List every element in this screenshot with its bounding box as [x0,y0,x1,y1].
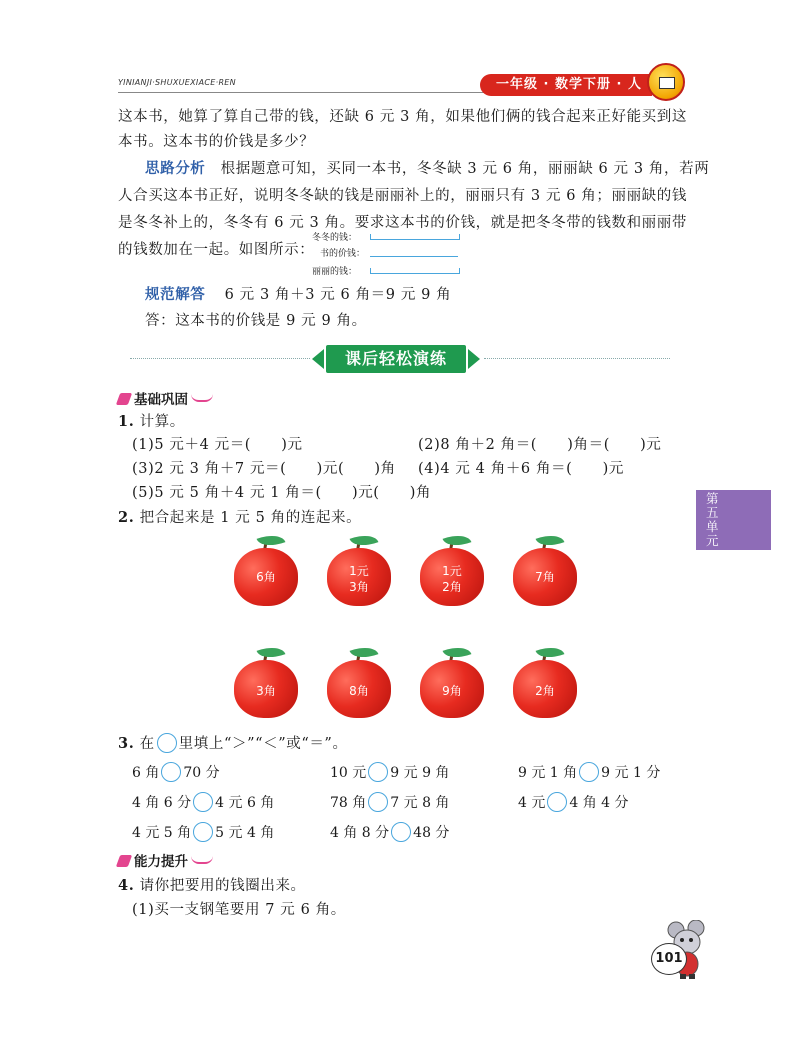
section-advanced-label: 能力提升 [134,854,188,870]
compare-circle[interactable] [193,822,213,842]
analysis-text-4: 的钱数加在一起。如图所示： [118,242,315,258]
compare-left: 10 元 [330,765,367,781]
apple-bottom-3[interactable] [420,646,484,718]
header-title: 一年级 · 数学下册 · 人 [480,74,652,96]
q1-item-1: (1)5 元＋4 元＝( )元 [132,437,303,453]
section-advanced [118,850,213,870]
book-logo-icon [647,63,685,101]
apple-label-line1: 1元 [442,564,462,578]
side-tab-char-3: 单 [706,519,719,534]
apple-bottom-4[interactable] [513,646,577,718]
compare-right: 70 分 [183,765,220,781]
compare-item [330,792,449,812]
q1-text: 计算。 [139,414,185,430]
q1-item-4: (4)4 元 4 角＋6 角＝( )元 [418,461,624,477]
q2-number: 2. [118,509,135,526]
compare-item [518,792,629,812]
apple-top-3[interactable] [420,534,484,606]
q4-number: 4. [118,877,135,894]
compare-item [132,822,274,842]
intro-line-1: 这本书，她算了算自己带的钱，还缺 6 元 3 角，如果他们俩的钱合起来正好能买到这 [118,109,687,125]
analysis-text-2: 人合买这本书正好，说明冬冬缺的钱是丽丽补上的，丽丽只有 3 元 6 角；丽丽缺的钱 [118,188,687,204]
compare-left: 4 元 5 角 [132,825,192,841]
banner-arrow-left-icon [312,349,324,369]
section-basic-label: 基础巩固 [134,392,188,408]
compare-circle[interactable] [193,792,213,812]
q3-title [118,730,348,758]
apple-label-line1: 1元 [349,564,369,578]
q2-text: 把合起来是 1 元 5 角的连起来。 [139,510,362,526]
q3-text-b: 里填上“＞”“＜”或“＝”。 [178,736,348,752]
apple-top-2[interactable] [327,534,391,606]
wave-decoration-icon [191,394,213,402]
compare-item [330,762,449,782]
q4-item-1: (1)买一支钢笔要用 7 元 6 角。 [132,902,346,918]
compare-circle[interactable] [547,792,567,812]
q1-item-5: (5)5 元 5 角＋4 元 1 角＝( )元( )角 [132,485,432,501]
solution-equation: 6 元 3 角＋3 元 6 角＝9 元 9 角 [224,287,452,303]
q2-title [118,504,361,532]
q4-title [118,872,306,900]
section-basic [118,388,213,408]
compare-right: 4 元 6 角 [215,795,275,811]
q4-text: 请你把要用的钱圈出来。 [139,878,306,894]
compare-item [132,762,220,782]
apple-top-4[interactable] [513,534,577,606]
money-diagram [300,230,470,280]
compare-circle[interactable] [161,762,181,782]
side-tab-char-2: 五 [706,505,719,520]
analysis-label: 思路分析 [145,161,206,177]
side-tab-char-4: 元 [706,533,719,548]
compare-circle[interactable] [368,792,388,812]
analysis-text-1: 根据题意可知，买同一本书，冬冬缺 3 元 6 角，丽丽缺 6 元 3 角，若两 [220,161,710,177]
compare-left: 4 角 8 分 [330,825,390,841]
compare-item [132,792,274,812]
analysis-text-3: 是冬冬补上的，冬冬有 6 元 3 角。要求这本书的价钱，就是把冬冬带的钱数和丽丽带 [118,215,687,231]
compare-left: 9 元 1 角 [518,765,578,781]
apple-bottom-1[interactable] [234,646,298,718]
apple-bottom-2[interactable] [327,646,391,718]
compare-right: 48 分 [413,825,450,841]
banner-arrow-right-icon [468,349,480,369]
pen-icon [116,855,132,867]
diagram-bar-book [370,256,458,257]
apple-label-line2: 3角 [349,580,369,594]
apple-label: 9角 [442,684,462,698]
analysis-first-line [145,156,709,183]
solution-line [145,282,451,309]
compare-circle-icon [157,733,177,753]
compare-item [330,822,449,842]
compare-circle[interactable] [391,822,411,842]
compare-right: 9 元 1 分 [601,765,661,781]
q3-number: 3. [118,735,135,752]
q3-text-a: 在 [139,736,155,752]
apple-label: 3角 [256,684,276,698]
compare-circle[interactable] [579,762,599,782]
compare-right: 4 角 4 分 [569,795,629,811]
compare-left: 78 角 [330,795,367,811]
q1-number: 1. [118,413,135,430]
compare-left: 4 角 6 分 [132,795,192,811]
header-left-text: YINIANJI·SHUXUEXIACE·REN [118,78,236,87]
compare-right: 7 元 8 角 [390,795,450,811]
compare-right: 9 元 9 角 [390,765,450,781]
diagram-bar-dongdong [370,234,460,240]
apple-top-1[interactable] [234,534,298,606]
unit-side-tab [696,490,771,550]
banner-dotline-right [484,358,670,359]
compare-circle[interactable] [368,762,388,782]
solution-label: 规范解答 [145,287,206,303]
pen-icon [116,393,132,405]
compare-item [518,762,660,782]
apple-label: 2角 [535,684,555,698]
wave-decoration-icon [191,856,213,864]
compare-left: 4 元 [518,795,546,811]
apple-label: 6角 [256,570,276,584]
banner-dotline-left [130,358,310,359]
practice-banner: 课后轻松演练 [326,345,466,373]
compare-right: 5 元 4 角 [215,825,275,841]
diagram-bar-lili [370,268,460,274]
compare-left: 6 角 [132,765,160,781]
page-number: 101 [651,943,687,975]
apple-label: 8角 [349,684,369,698]
q1-item-2: (2)8 角＋2 角＝( )角＝( )元 [418,437,662,453]
diagram-label-book: 书的价钱： [320,249,366,259]
diagram-label-lili: 丽丽的钱： [312,267,358,277]
side-tab-char-1: 第 [706,491,719,506]
apple-label-line2: 2角 [442,580,462,594]
diagram-label-dongdong: 冬冬的钱： [312,233,358,243]
intro-line-2: 本书。这本书的价钱是多少？ [118,134,315,150]
solution-answer: 答：这本书的价钱是 9 元 9 角。 [145,313,367,329]
apple-label: 7角 [535,570,555,584]
q1-item-3: (3)2 元 3 角＋7 元＝( )元( )角 [132,461,396,477]
